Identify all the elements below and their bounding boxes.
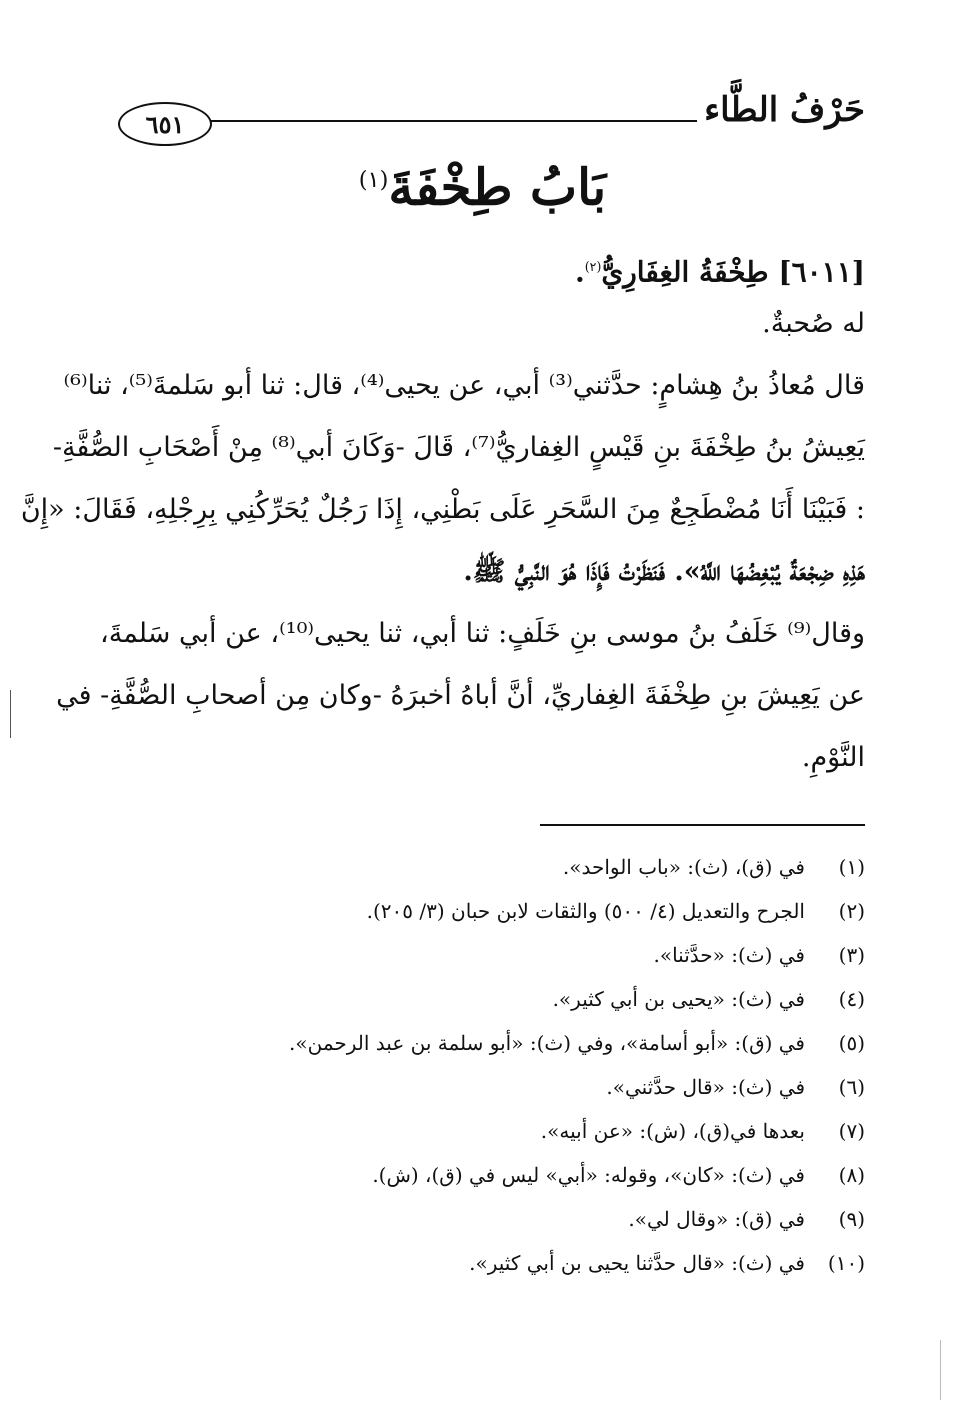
- footnote-list: [100, 845, 865, 1285]
- footnote-text: الجرح والتعديل (٤/ ٥٠٠) والثقات لابن حبان (٣/ ٢٠٥).: [366, 899, 805, 923]
- footnote: [100, 1021, 865, 1065]
- scan-margin-mark: [10, 690, 11, 738]
- body-line-8: النَّوْمِ.: [801, 742, 865, 773]
- body-line-1: له صُحبةٌ.: [762, 308, 865, 339]
- entry-number: [٦٠١١]: [778, 255, 865, 289]
- footnote-text: في (ق): «أبو أسامة»، وفي (ث): «أبو سلمة بن عبد الرحمن».: [289, 1031, 805, 1055]
- chapter-heading: [0, 140, 965, 228]
- footnote: [100, 933, 865, 977]
- entry-note-ref: (٢): [584, 259, 602, 274]
- body-line-2: قال مُعاذُ بنُ هِشامٍ: حدَّثني⁽³⁾ أبي، عن يحيى⁽⁴⁾، قال: ثنا أبو سَلمةَ⁽⁵⁾، ثنا⁽⁶⁾: [63, 370, 865, 401]
- body-line-4: : فَبَيْنَا أَنَا مُضْطَجِعٌ مِنَ السَّحَرِ عَلَى بَطْنِي، إِذَا رَجُلٌ يُحَرِّكُنِي بِرِجْلِهِ، فَقَالَ: «إِنَّ: [20, 494, 865, 525]
- footnote-number: (١٠): [827, 1251, 865, 1275]
- running-header-title: حَرْفُ الطَّاء: [704, 90, 865, 130]
- footnote-number: (٦): [838, 1075, 865, 1099]
- footnote-text: في (ث): «قال حدَّثني».: [606, 1075, 805, 1099]
- footnote-number: (٩): [838, 1207, 865, 1231]
- chapter-note-ref: (١): [358, 167, 389, 193]
- footnote-text: في (ق)، (ث): «باب الواحد».: [562, 855, 805, 879]
- footnote-number: (٥): [838, 1031, 865, 1055]
- footnote: [100, 1241, 865, 1285]
- page-number-text: ٦٥١: [145, 109, 185, 139]
- footnote: [100, 1197, 865, 1241]
- body-line-5: هَذِهِ ضِجْعَةٌ يُبْغِضُهَا اللَّهُ». فَنَظَرْتُ فَإِذَا هُوَ النَّبِيُّ ﷺ.: [463, 556, 865, 587]
- body-line-6: وقال⁽⁹⁾ خَلَفُ بنُ موسى بنِ خَلَفٍ: ثنا أبي، ثنا يحيى⁽¹⁰⁾، عن أبي سَلمةَ،: [100, 618, 866, 649]
- entry-heading: [575, 245, 865, 294]
- footnote: [100, 1153, 865, 1197]
- chapter-title: بَابُ طِخْفَةَ: [388, 157, 607, 217]
- footnote-number: (٢): [838, 899, 865, 923]
- footnote-number: (٤): [838, 987, 865, 1011]
- header-rule: [210, 120, 697, 122]
- footnote-text: بعدها في(ق)، (ش): «عن أبيه».: [540, 1119, 805, 1143]
- footnote: [100, 889, 865, 933]
- footnote: [100, 1109, 865, 1153]
- entry-end: .: [575, 255, 585, 289]
- footnote-number: (٧): [838, 1119, 865, 1143]
- footnote-number: (١): [838, 855, 865, 879]
- footnote-number: (٣): [838, 943, 865, 967]
- footnote-text: في (ق): «وقال لي».: [628, 1207, 805, 1231]
- entry-name: طِخْفَةُ الغِفَارِيُّ: [601, 255, 769, 289]
- footnote-text: في (ث): «قال حدَّثنا يحيى بن أبي كثير».: [469, 1251, 805, 1275]
- footnote-text: في (ث): «يحيى بن أبي كثير».: [552, 987, 805, 1011]
- footnote-number: (٨): [838, 1163, 865, 1187]
- body-line-3: يَعِيشُ بنُ طِخْفَةَ بنِ قَيْسٍ الغِفاريُّ⁽⁷⁾، قَالَ -وَكَانَ أبي⁽⁸⁾ مِنْ أَصْحَابِ الصُّفَّةِ-: [52, 432, 865, 463]
- footnote: [100, 845, 865, 889]
- footnote: [100, 977, 865, 1021]
- footnote-text: في (ث): «كان»، وقوله: «أبي» ليس في (ق)، (ش).: [372, 1163, 805, 1187]
- footnote-separator: [540, 824, 865, 826]
- scan-margin-mark: [940, 1340, 941, 1400]
- footnote-text: في (ث): «حدَّثنا».: [653, 943, 805, 967]
- body-line-7: عن يَعِيشَ بنِ طِخْفَةَ الغِفاريِّ، أنَّ أباهُ أخبرَهُ -وكان مِن أصحابِ الصُّفَّةِ- في: [56, 680, 865, 711]
- footnote: [100, 1065, 865, 1109]
